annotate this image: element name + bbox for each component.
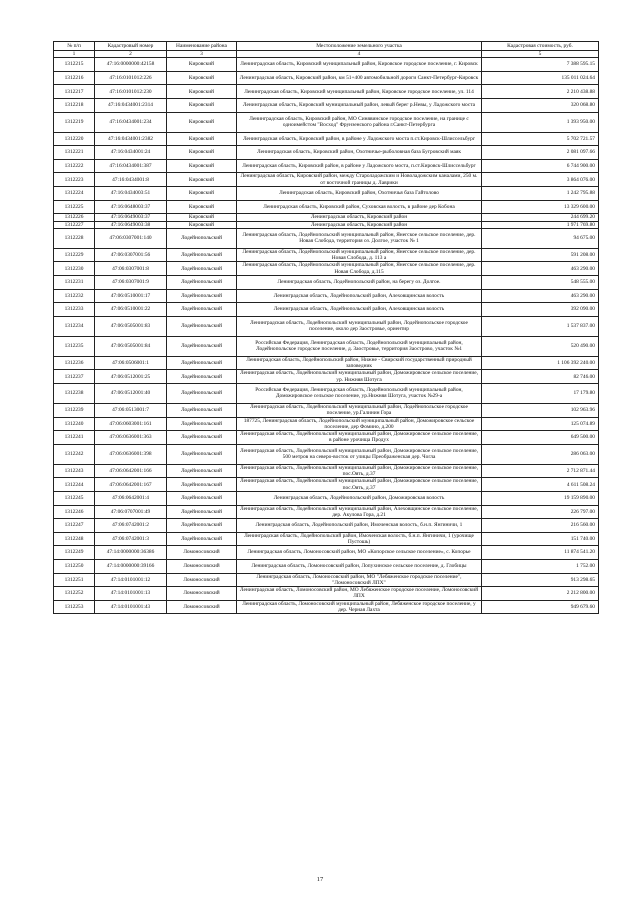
cadastral-number: 47:06:0307001:8: [95, 262, 167, 276]
row-number: 1312250: [54, 559, 95, 573]
row-number: 1312248: [54, 532, 95, 546]
cadastral-number: 47:06:0742001:3: [95, 532, 167, 546]
table-row: [54, 370, 599, 384]
location: Ленинградская область, Лодейнопольский район, Алеховщинская волость: [237, 289, 482, 303]
location: Ленинградская область, Лодейнопольский муниципальный район, Лодейнопольское городское поселение, ур.Галинин Гора: [237, 403, 482, 417]
location: Ленинградская область, Ломоносовский муниципальный район, Лебяженское городское поселение, у дер. Черная Лахта: [237, 600, 482, 614]
cadastral-cost: 2 212 800.00: [482, 587, 599, 601]
district-name: Лодейнопольский: [167, 262, 237, 276]
location: Ленинградская область, Кировский район, Суховская волость, в районе дер Кобона: [237, 200, 482, 214]
table-row: [54, 85, 599, 99]
cadastral-cost: 19 159 890.00: [482, 491, 599, 505]
table-row: [54, 417, 599, 431]
district-name: Лодейнопольский: [167, 383, 237, 403]
table-row: [54, 600, 599, 614]
row-number: 1312251: [54, 573, 95, 587]
cadastral-cost: 548 555.00: [482, 276, 599, 290]
column-number: 3: [167, 51, 237, 58]
location: Ленинградская область, Кировский район: [237, 221, 482, 228]
location: Ленинградская область, Лодейнопольский муниципальный район, Янегское сельское поселение, дер. Новая Слобода, территория оз. Долгое, участок № 1: [237, 228, 482, 248]
location: Ленинградская область, Кировский район, в районе у Ладожского моста, п.ст.Кировск-Шлиссельбург: [237, 159, 482, 173]
cadastral-number: 47:06:0505001:84: [95, 336, 167, 356]
row-number: 1312238: [54, 383, 95, 403]
cadastral-cost: 2 210 438.88: [482, 85, 599, 99]
row-number: 1312235: [54, 336, 95, 356]
row-number: 1312226: [54, 214, 95, 221]
column-number: 4: [237, 51, 482, 58]
district-name: Лодейнопольский: [167, 431, 237, 445]
row-number: 1312244: [54, 478, 95, 492]
row-number: 1312229: [54, 248, 95, 262]
cadastral-number: 47:16:0434001:24: [95, 146, 167, 160]
table-row: [54, 71, 599, 85]
location: Ленинградская область, Кировский район: [237, 214, 482, 221]
column-number-row: [54, 51, 599, 58]
table-row: [54, 173, 599, 187]
district-name: Лодейнопольский: [167, 532, 237, 546]
row-number: 1312233: [54, 303, 95, 317]
row-number: 1312224: [54, 187, 95, 201]
cadastral-cost: 1 106 392 240.00: [482, 356, 599, 370]
column-number: 2: [95, 51, 167, 58]
cadastral-number: 47:16:0648003:37: [95, 200, 167, 214]
table-row: [54, 491, 599, 505]
cadastral-number: 47:06:0636001:363: [95, 431, 167, 445]
cadastral-number: 47:06:0742001:2: [95, 519, 167, 533]
cadastral-number: 47:06:0642001:4: [95, 491, 167, 505]
column-number: 5: [482, 51, 599, 58]
location: Ленинградская область, Лодейнопольский муниципальный район, Доможировское сельское поселение, ур. Нижняя Шотуга: [237, 370, 482, 384]
row-number: 1312221: [54, 146, 95, 160]
row-number: 1312245: [54, 491, 95, 505]
location: Российская Федерация, Ленинградская область, Лодейнопольский муниципальный район, Доможировское сельское поселение, ур.Нижняя Шотуга, участок №29-а: [237, 383, 482, 403]
location: Ленинградская область, Кировский муниципальный район, Кировское городское поселение, г. Кировск: [237, 58, 482, 72]
cadastral-cost: 226 797.00: [482, 505, 599, 519]
cadastral-number: 47:16:0101012:230: [95, 85, 167, 99]
table-row: [54, 262, 599, 276]
cadastral-cost: 392 090.00: [482, 303, 599, 317]
cadastral-cost: 244 699.20: [482, 214, 599, 221]
cadastral-cost: 151 740.00: [482, 532, 599, 546]
location: Ленинградская область, Лодейнопольский муниципальный район, Доможировское сельское поселение, в районе урочища Продух: [237, 431, 482, 445]
location: Ленинградская область, Лодейнопольский муниципальный район, Доможировское сельское поселение, пос.Оять, д.37: [237, 478, 482, 492]
table-row: [54, 573, 599, 587]
table-row: [54, 159, 599, 173]
table-row: [54, 336, 599, 356]
district-name: Кировский: [167, 221, 237, 228]
cadastral-number: 47:16:0649003:37: [95, 214, 167, 221]
row-number: 1312236: [54, 356, 95, 370]
table-row: [54, 146, 599, 160]
cadastral-number: 47:06:0510001:17: [95, 289, 167, 303]
cadastral-cost: 1 393 950.00: [482, 112, 599, 132]
table-row: [54, 431, 599, 445]
cadastral-cost: 949 679.60: [482, 600, 599, 614]
district-name: Кировский: [167, 58, 237, 72]
district-name: Кировский: [167, 71, 237, 85]
district-name: Лодейнопольский: [167, 248, 237, 262]
district-name: Лодейнопольский: [167, 403, 237, 417]
row-number: 1312230: [54, 262, 95, 276]
table-row: [54, 289, 599, 303]
district-name: Лодейнопольский: [167, 478, 237, 492]
table-row: [54, 444, 599, 464]
cadastral-number: 47:06:0505001:83: [95, 316, 167, 336]
cadastral-number: 47:06:0642001:167: [95, 478, 167, 492]
cadastral-number: 47:06:0510001:22: [95, 303, 167, 317]
table-row: [54, 112, 599, 132]
cadastral-number: 47:16:0434001:234: [95, 112, 167, 132]
row-number: 1312219: [54, 112, 95, 132]
district-name: Кировский: [167, 200, 237, 214]
row-number: 1312252: [54, 587, 95, 601]
row-number: 1312249: [54, 546, 95, 560]
table-body: [54, 58, 599, 614]
row-number: 1312232: [54, 289, 95, 303]
cadastral-number: 47:14:0101001:13: [95, 587, 167, 601]
cadastral-cost: 286 063.00: [482, 444, 599, 464]
row-number: 1312220: [54, 132, 95, 146]
cadastral-cost: 216 560.00: [482, 519, 599, 533]
location: Российская Федерация, Ленинградская область, Лодейнопольский муниципальный район, Лодейнопольское городское поселение, д. Заостровье, территория Заострово, участок №1: [237, 336, 482, 356]
cadastral-number: 47:06:0307001:56: [95, 248, 167, 262]
cadastral-cost: 1 752.00: [482, 559, 599, 573]
cadastral-cost: 17 179.80: [482, 383, 599, 403]
location: Ленинградская область, Лодейнопольский муниципальный район, Янегское сельское поселение, дер. Новая Слобода, д.115: [237, 262, 482, 276]
district-name: Кировский: [167, 132, 237, 146]
location: Ленинградская область, Лодейнопольский район, Доможировская волость: [237, 491, 482, 505]
cadastral-number: 47:06:0707001:49: [95, 505, 167, 519]
cadastral-cost: 102 963.96: [482, 403, 599, 417]
location: Ленинградская область, Лодейнопольский район, Имоченская волость, б.н.п. Янгиничи, 1: [237, 519, 482, 533]
location: Ленинградская область, Лодейнопольский район, на берегу оз. Долгое.: [237, 276, 482, 290]
cadastral-number: 47:16:0000000:42158: [95, 58, 167, 72]
cadastral-cost: 2 081 097.66: [482, 146, 599, 160]
row-number: 1312215: [54, 58, 95, 72]
cadastral-cost: 1 537 837.00: [482, 316, 599, 336]
page-number: 17: [316, 876, 324, 883]
column-number: 1: [54, 51, 95, 58]
district-name: Ломоносовский: [167, 600, 237, 614]
location: Ленинградская область, Лодейнопольский район, Нижне - Свирский государственный природный заповедник: [237, 356, 482, 370]
table-row: [54, 356, 599, 370]
location: Ленинградская область, Кировский район, Охотничье-рыболовная база Бугровский маяк: [237, 146, 482, 160]
cadastral-number: 47:06:0636001:398: [95, 444, 167, 464]
cadastral-cost: 591 208.00: [482, 248, 599, 262]
row-number: 1312242: [54, 444, 95, 464]
cadastral-cost: 520 490.00: [482, 336, 599, 356]
district-name: Лодейнопольский: [167, 505, 237, 519]
cadastral-cost: 135 011 024.64: [482, 71, 599, 85]
cadastral-number: 47:06:0307001:140: [95, 228, 167, 248]
district-name: Кировский: [167, 85, 237, 99]
row-number: 1312240: [54, 417, 95, 431]
district-name: Ломоносовский: [167, 573, 237, 587]
cadastral-cost: 125 074.89: [482, 417, 599, 431]
row-number: 1312253: [54, 600, 95, 614]
district-name: Лодейнопольский: [167, 370, 237, 384]
cadastral-cost: 6 744 900.00: [482, 159, 599, 173]
cadastral-number: 47:06:0506001:1: [95, 356, 167, 370]
cadastral-cost: 463 290.00: [482, 262, 599, 276]
location: 187725, Ленинградская область, Лодейнопольский муниципальный район, Доможировское сельское поселение, дер Фомино, д.200: [237, 417, 482, 431]
table-row: [54, 200, 599, 214]
row-number: 1312223: [54, 173, 95, 187]
table-row: [54, 58, 599, 72]
cadastral-cost: 82 746.00: [482, 370, 599, 384]
table-row: [54, 228, 599, 248]
district-name: Ломоносовский: [167, 546, 237, 560]
district-name: Лодейнопольский: [167, 519, 237, 533]
table-row: [54, 559, 599, 573]
table-row: [54, 546, 599, 560]
cadastral-number: 47:16:0434001:2314: [95, 99, 167, 113]
district-name: Ломоносовский: [167, 559, 237, 573]
district-name: Кировский: [167, 112, 237, 132]
table-row: [54, 248, 599, 262]
table-row: [54, 132, 599, 146]
cadastral-cost: 2 712 871.44: [482, 464, 599, 478]
table-row: [54, 316, 599, 336]
district-name: Кировский: [167, 214, 237, 221]
table-row: [54, 276, 599, 290]
row-number: 1312237: [54, 370, 95, 384]
cadastral-number: 47:16:0101012:226: [95, 71, 167, 85]
location: Ленинградская область, Кировский район, Охотничья база Гайтолово: [237, 187, 482, 201]
location: Ленинградская область, Ломоносовский район, МО Лебяженское городское поселение, Ломоносовский ЛПХ: [237, 587, 482, 601]
document-sheet: [53, 41, 598, 614]
cadastral-number: 47:06:0603001:161: [95, 417, 167, 431]
cadastral-number: 47:06:0307001:9: [95, 276, 167, 290]
cadastral-number: 47:14:0000000:39166: [95, 559, 167, 573]
cadastral-number: 47:16:0434001:387: [95, 159, 167, 173]
district-name: Лодейнопольский: [167, 303, 237, 317]
cadastral-number: 47:06:0642001:166: [95, 464, 167, 478]
location: Ленинградская область, Кировский район, в районе у Ладожского моста п.ст.Кировск-Шлиссельбург: [237, 132, 482, 146]
header-row: [54, 42, 599, 51]
location: Ленинградская область, Кировский муниципальный район, левый берег р.Невы, у Ладожского моста: [237, 99, 482, 113]
cadastral-cost: 3 864 076.00: [482, 173, 599, 187]
location: Ленинградская область, Лодейнопольский муниципальный район, Янегское сельское поселение, дер. Новая Слобода, д. 113 а: [237, 248, 482, 262]
row-number: 1312239: [54, 403, 95, 417]
district-name: Лодейнопольский: [167, 228, 237, 248]
cadastral-number: 47:14:0000000:36386: [95, 546, 167, 560]
table-row: [54, 303, 599, 317]
table-row: [54, 214, 599, 221]
cadastral-table: [53, 41, 599, 614]
cadastral-number: 47:06:0513001:7: [95, 403, 167, 417]
cadastral-cost: 13 329 600.00: [482, 200, 599, 214]
header-district: Наименование района: [167, 42, 237, 51]
location: Ленинградская область, Лодейнопольский район, Имоченская волость, б.н.п. Янгиничи, 1 (урочище Пустошь): [237, 532, 482, 546]
cadastral-cost: 913 298.65: [482, 573, 599, 587]
cadastral-cost: 94 675.00: [482, 228, 599, 248]
district-name: Лодейнопольский: [167, 336, 237, 356]
cadastral-number: 47:06:0512001:40: [95, 383, 167, 403]
location: Ленинградская область, Ломоносовский район, МО «Копорское сельское поселение», с. Копорье: [237, 546, 482, 560]
row-number: 1312222: [54, 159, 95, 173]
district-name: Лодейнопольский: [167, 356, 237, 370]
cadastral-number: 47:16:0649003:38: [95, 221, 167, 228]
row-number: 1312228: [54, 228, 95, 248]
district-name: Кировский: [167, 173, 237, 187]
cadastral-number: 47:16:0434003:51: [95, 187, 167, 201]
cadastral-cost: 463 290.00: [482, 289, 599, 303]
location: Ленинградская область, Лодейнопольский муниципальный район, Алеховщинское сельское поселение, дер. Акулова Гора, д.21: [237, 505, 482, 519]
district-name: Кировский: [167, 146, 237, 160]
district-name: Кировский: [167, 159, 237, 173]
location: Ленинградская область, Кировский район, между Староладожским и Новоладожским каналами, 250 м. от восточной границы д. Лаврики: [237, 173, 482, 187]
row-number: 1312246: [54, 505, 95, 519]
header-cadastral-cost: Кадастровая стоимость, руб.: [482, 42, 599, 51]
cadastral-cost: 4 611 508.24: [482, 478, 599, 492]
table-row: [54, 505, 599, 519]
row-number: 1312243: [54, 464, 95, 478]
row-number: 1312216: [54, 71, 95, 85]
location: Ленинградская область, Лодейнопольский район, Алеховщинская волость: [237, 303, 482, 317]
table-row: [54, 478, 599, 492]
district-name: Лодейнопольский: [167, 464, 237, 478]
district-name: Лодейнопольский: [167, 417, 237, 431]
table-row: [54, 99, 599, 113]
row-number: 1312225: [54, 200, 95, 214]
row-number: 1312234: [54, 316, 95, 336]
row-number: 1312231: [54, 276, 95, 290]
cadastral-number: 47:14:0101001:43: [95, 600, 167, 614]
location: Ленинградская область, Кировский муниципальный район, Кировское городское поселение, ул. 114: [237, 85, 482, 99]
location: Ленинградская область, Лодейнопольский муниципальный район, Доможировское сельское поселение, 500 метров на северо-восток от улицы Преображенская дер. Чогла: [237, 444, 482, 464]
table-row: [54, 519, 599, 533]
cadastral-cost: 320 068.80: [482, 99, 599, 113]
district-name: Лодейнопольский: [167, 276, 237, 290]
location: Ленинградская область, Ломоносовский район, Лопухинское сельское поселение, д. Глобицы: [237, 559, 482, 573]
row-number: 1312218: [54, 99, 95, 113]
district-name: Лодейнопольский: [167, 289, 237, 303]
table-row: [54, 464, 599, 478]
cadastral-number: 47:16:0434001:8: [95, 173, 167, 187]
location: Ленинградская область, Кировский район, МО Синявинское городское поселение, на границе с одноимейстом "Восход" Фрунзенского района г.Санкт-Петербурга: [237, 112, 482, 132]
table-row: [54, 532, 599, 546]
district-name: Ломоносовский: [167, 587, 237, 601]
cadastral-cost: 649 500.00: [482, 431, 599, 445]
table-row: [54, 187, 599, 201]
header-number: № п/п: [54, 42, 95, 51]
cadastral-number: 47:16:0434001:2382: [95, 132, 167, 146]
table-row: [54, 383, 599, 403]
row-number: 1312241: [54, 431, 95, 445]
district-name: Лодейнопольский: [167, 316, 237, 336]
table-row: [54, 221, 599, 228]
location: Ленинградская область, Лодейнопольский муниципальный район, Лодейнопольское городское поселение, около дер Заостровье, ориентир: [237, 316, 482, 336]
row-number: 1312247: [54, 519, 95, 533]
cadastral-cost: 1 242 795.88: [482, 187, 599, 201]
cadastral-cost: 1 971 769.80: [482, 221, 599, 228]
district-name: Лодейнопольский: [167, 444, 237, 464]
cadastral-cost: 5 702 721.57: [482, 132, 599, 146]
cadastral-cost: 7 388 595.15: [482, 58, 599, 72]
header-cadastral-number: Кадастровый номер: [95, 42, 167, 51]
cadastral-number: 47:06:0512001:25: [95, 370, 167, 384]
row-number: 1312227: [54, 221, 95, 228]
table-row: [54, 587, 599, 601]
table-row: [54, 403, 599, 417]
cadastral-cost: 11 874 541.20: [482, 546, 599, 560]
district-name: Кировский: [167, 187, 237, 201]
district-name: Лодейнопольский: [167, 491, 237, 505]
header-location: Местоположение земельного участка: [237, 42, 482, 51]
location: Ленинградская область, Ломоносовский район, МО "Лебяженское городское поселение", "Ломоносовский ЛПХ": [237, 573, 482, 587]
location: Ленинградская область, Лодейнопольский муниципальный район, Доможировское сельское поселение, пос.Оять, д.37: [237, 464, 482, 478]
row-number: 1312217: [54, 85, 95, 99]
district-name: Кировский: [167, 99, 237, 113]
cadastral-number: 47:14:0101001:12: [95, 573, 167, 587]
location: Ленинградская область, Кировский район, км 51+400 автомобильной дороги Санкт-Петербург-Кировск: [237, 71, 482, 85]
